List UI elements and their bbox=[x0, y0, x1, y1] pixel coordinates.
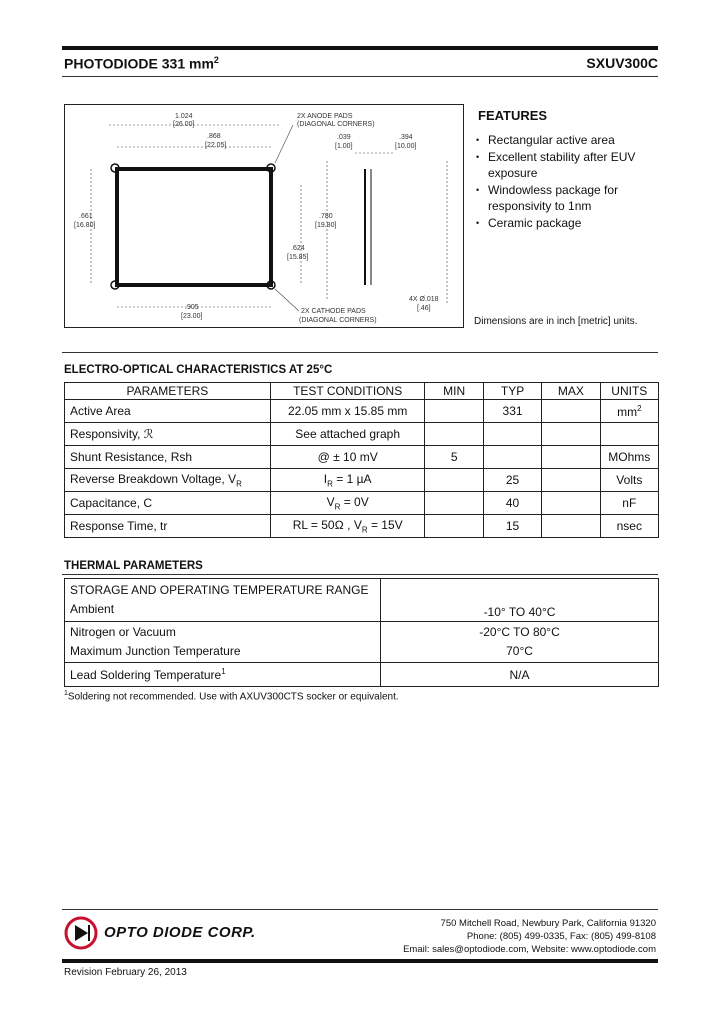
min-cell bbox=[425, 400, 483, 423]
dim-h-total-metric: [16.80] bbox=[74, 222, 96, 229]
footer-rule bbox=[62, 909, 658, 910]
dim-h-inner-metric: [15.85] bbox=[287, 254, 309, 261]
cond-cell: 22.05 mm x 15.85 mm bbox=[270, 400, 425, 423]
param-cell: Shunt Resistance, Rsh bbox=[65, 446, 271, 469]
units-cell: Volts bbox=[600, 469, 658, 492]
thermal-value-cell: -10° TO 40°C bbox=[381, 579, 659, 622]
thermal-section-title: THERMAL PARAMETERS bbox=[64, 560, 203, 572]
eo-table bbox=[64, 382, 659, 538]
thermal-param-cell: Lead Soldering Temperature$^1$ bbox=[65, 663, 381, 687]
max-cell bbox=[542, 492, 600, 515]
thermal-param-cell: STORAGE AND OPERATING TEMPERATURE RANGE Ambient bbox=[65, 579, 381, 622]
thermal-param-cell: Nitrogen or Vacuum Maximum Junction Temperature bbox=[65, 622, 381, 663]
table-row bbox=[65, 492, 659, 515]
dim-h-total: .661 bbox=[79, 213, 93, 220]
typ-cell bbox=[483, 446, 541, 469]
min-cell: 5 bbox=[425, 446, 483, 469]
dim-d1-metric: [1.00] bbox=[335, 143, 353, 150]
table-header-row bbox=[65, 383, 659, 400]
cond-cell: @ ± 10 mV bbox=[270, 446, 425, 469]
param-cell: Reverse Breakdown Voltage, $V_R$ bbox=[65, 469, 271, 492]
table-row bbox=[65, 663, 659, 687]
dim-w-inner: .868 bbox=[207, 133, 221, 140]
table-row bbox=[65, 446, 659, 469]
feature-item: • Excellent stability after EUV exposure bbox=[476, 149, 656, 181]
typ-cell: 25 bbox=[483, 469, 541, 492]
units-cell: MOhms bbox=[600, 446, 658, 469]
thermal-table bbox=[64, 578, 659, 687]
feature-item: • Ceramic package bbox=[476, 215, 656, 231]
cond-cell: RL = 50Ω , $V_R = 15V$ bbox=[270, 515, 425, 538]
dim-d1: .039 bbox=[337, 134, 351, 141]
cond-cell: See attached graph bbox=[270, 423, 425, 446]
typ-cell bbox=[483, 423, 541, 446]
top-rule bbox=[62, 46, 658, 50]
features-list bbox=[476, 132, 656, 232]
col-header: MAX bbox=[542, 383, 600, 400]
table-row bbox=[65, 423, 659, 446]
cond-cell: $I_R = 1$ µA bbox=[270, 469, 425, 492]
dimensions-note: Dimensions are in inch [metric] units. bbox=[474, 316, 638, 327]
section-rule bbox=[62, 352, 658, 353]
dim-hole: 4X Ø.018 bbox=[409, 296, 439, 303]
col-header: PARAMETERS bbox=[65, 383, 271, 400]
dim-w-inner-metric: [22.05] bbox=[205, 142, 227, 149]
table-row bbox=[65, 400, 659, 423]
typ-cell: 331 bbox=[483, 400, 541, 423]
header-rule bbox=[62, 76, 658, 77]
param-cell: Response Time, tr bbox=[65, 515, 271, 538]
units-cell: $mm^2$ bbox=[600, 400, 658, 423]
param-cell: Responsivity, ℛ bbox=[65, 423, 271, 446]
col-header: TYP bbox=[483, 383, 541, 400]
col-header: UNITS bbox=[600, 383, 658, 400]
units-cell: nsec bbox=[600, 515, 658, 538]
min-cell bbox=[425, 492, 483, 515]
company-address-block bbox=[400, 917, 656, 956]
features-title: FEATURES bbox=[478, 108, 548, 123]
revision-date: Revision February 26, 2013 bbox=[64, 967, 187, 978]
company-logo-icon bbox=[64, 916, 98, 950]
dim-d2: .394 bbox=[399, 134, 413, 141]
cathode-note-2: (DIAGONAL CORNERS) bbox=[299, 317, 377, 324]
table-row bbox=[65, 469, 659, 492]
max-cell bbox=[542, 446, 600, 469]
min-cell bbox=[425, 469, 483, 492]
typ-cell: 15 bbox=[483, 515, 541, 538]
col-header: TEST CONDITIONS bbox=[270, 383, 425, 400]
page-title: PHOTODIODE 331 $mm^2$ bbox=[64, 55, 219, 72]
max-cell bbox=[542, 400, 600, 423]
max-cell bbox=[542, 469, 600, 492]
dim-h-inner: .624 bbox=[291, 245, 305, 252]
min-cell bbox=[425, 515, 483, 538]
typ-cell: 40 bbox=[483, 492, 541, 515]
thermal-rule bbox=[62, 574, 658, 575]
max-cell bbox=[542, 515, 600, 538]
feature-item: • Windowless package for responsivity to 1nm bbox=[476, 182, 656, 214]
anode-note-2: (DIAGONAL CORNERS) bbox=[297, 121, 375, 128]
units-cell: nF bbox=[600, 492, 658, 515]
dim-h-mid: .780 bbox=[319, 213, 333, 220]
dim-d2-metric: [10.00] bbox=[395, 143, 417, 150]
dim-h-mid-metric: [19.80] bbox=[315, 222, 337, 229]
table-row bbox=[65, 622, 659, 663]
cond-cell: $V_R = 0V$ bbox=[270, 492, 425, 515]
company-phone: Phone: (805) 499-0335, Fax: (805) 499-8108 bbox=[466, 931, 656, 942]
dim-w-bottom: .905 bbox=[185, 304, 199, 311]
dim-w-bottom-metric: [23.00] bbox=[181, 313, 203, 320]
min-cell bbox=[425, 423, 483, 446]
footnote: $^1$Soldering not recommended. Use with AXUV300CTS socker or equivalent. bbox=[64, 690, 399, 703]
cathode-note-1: 2X CATHODE PADS bbox=[301, 308, 366, 315]
dim-w-total-metric: [26.00] bbox=[173, 121, 195, 128]
max-cell bbox=[542, 423, 600, 446]
part-number: SXUV300C bbox=[586, 55, 658, 71]
anode-note-1: 2X ANODE PADS bbox=[297, 113, 353, 120]
thermal-value-cell: N/A bbox=[381, 663, 659, 687]
company-email: Email: sales@optodiode.com, Website: www.optodiode.com bbox=[403, 944, 656, 955]
company-name: OPTO DIODE CORP. bbox=[104, 924, 256, 941]
param-cell: Active Area bbox=[65, 400, 271, 423]
dim-hole-metric: [.46] bbox=[417, 305, 431, 312]
feature-item: • Rectangular active area bbox=[476, 132, 656, 148]
bottom-rule bbox=[62, 959, 658, 963]
param-cell: Capacitance, C bbox=[65, 492, 271, 515]
col-header: MIN bbox=[425, 383, 483, 400]
mechanical-drawing bbox=[64, 104, 464, 328]
table-row bbox=[65, 515, 659, 538]
thermal-value-cell: -20°C TO 80°C 70°C bbox=[381, 622, 659, 663]
units-cell bbox=[600, 423, 658, 446]
eo-section-title: ELECTRO-OPTICAL CHARACTERISTICS AT 25°C bbox=[64, 364, 333, 376]
dim-w-total: 1.024 bbox=[175, 113, 193, 120]
company-address: 750 Mitchell Road, Newbury Park, California 91320 bbox=[440, 918, 656, 929]
table-row bbox=[65, 579, 659, 622]
